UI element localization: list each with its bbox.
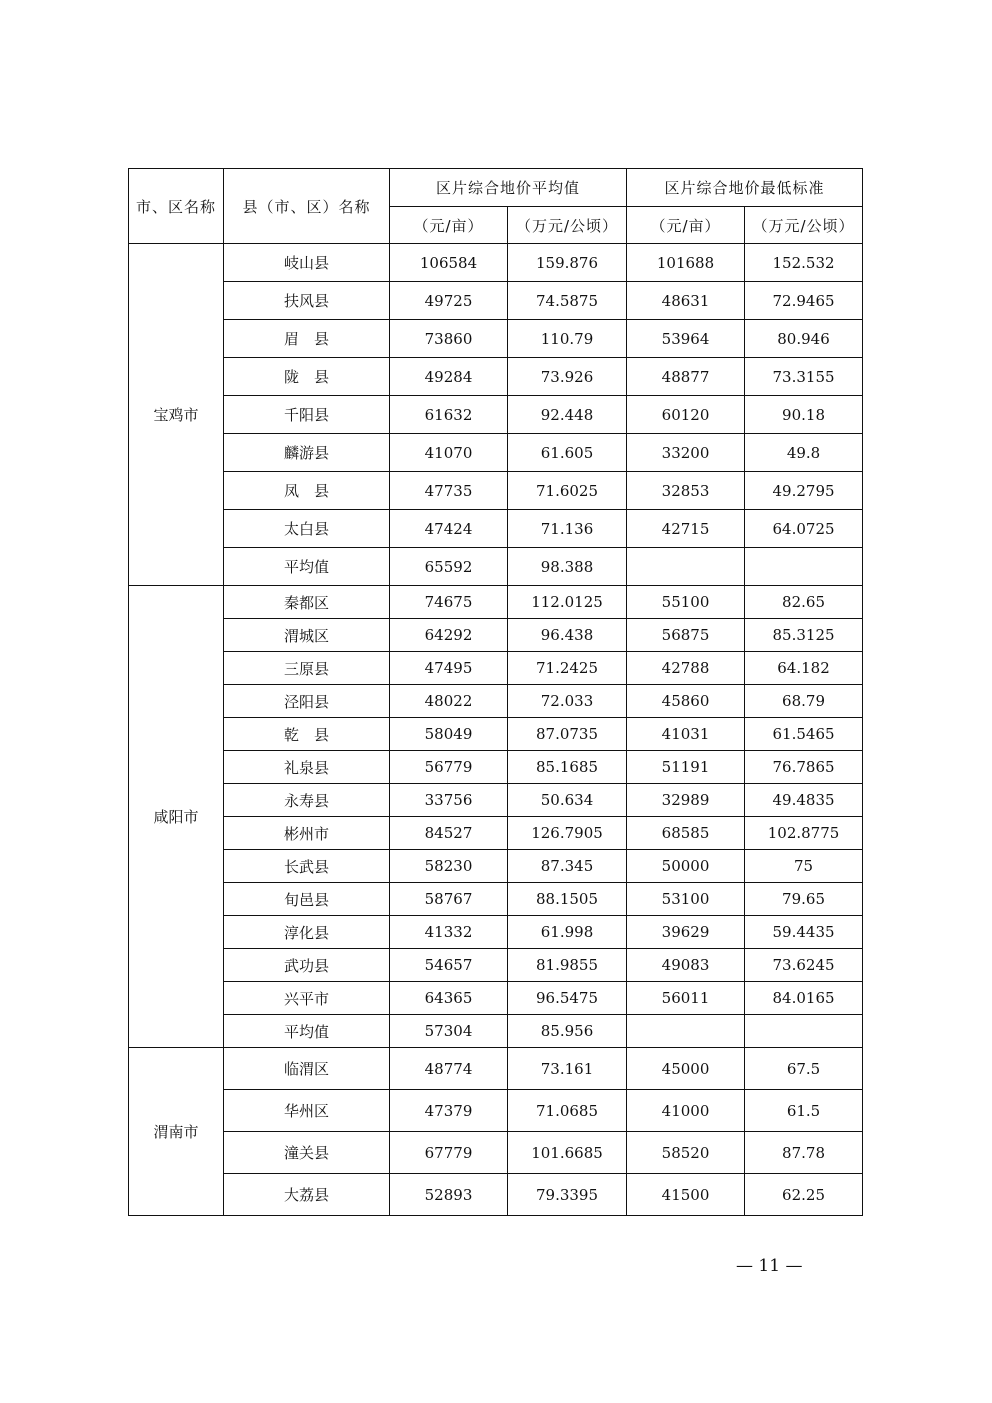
- value-cell-min-mu: 53100: [627, 883, 745, 916]
- value-cell-avg-mu: 73860: [390, 320, 508, 358]
- value-cell-min-ha: 102.8775: [745, 817, 863, 850]
- county-cell: 渭城区: [224, 619, 390, 652]
- value-cell-min-mu: 101688: [627, 244, 745, 282]
- value-cell-min-mu: 48631: [627, 282, 745, 320]
- value-cell-min-mu: 51191: [627, 751, 745, 784]
- table-row: [129, 982, 863, 1015]
- table-row: [129, 652, 863, 685]
- county-cell: 三原县: [224, 652, 390, 685]
- county-cell: 秦都区: [224, 586, 390, 619]
- county-cell: 旬邑县: [224, 883, 390, 916]
- value-cell-min-mu: 41031: [627, 718, 745, 751]
- value-cell-avg-mu: 58049: [390, 718, 508, 751]
- table-row: [129, 244, 863, 282]
- value-cell-avg-ha: 126.7905: [508, 817, 627, 850]
- value-cell-min-mu: 53964: [627, 320, 745, 358]
- table-body: [129, 244, 863, 1216]
- value-cell-min-ha: 75: [745, 850, 863, 883]
- table-row: [129, 1048, 863, 1090]
- value-cell-min-mu: 41500: [627, 1174, 745, 1216]
- value-cell-min-ha: 84.0165: [745, 982, 863, 1015]
- county-cell: 礼泉县: [224, 751, 390, 784]
- value-cell-avg-ha: 72.033: [508, 685, 627, 718]
- value-cell-avg-ha: 61.605: [508, 434, 627, 472]
- value-cell-avg-ha: 73.926: [508, 358, 627, 396]
- value-cell-avg-mu: 52893: [390, 1174, 508, 1216]
- county-cell: 平均值: [224, 548, 390, 586]
- value-cell-avg-mu: 48022: [390, 685, 508, 718]
- value-cell-min-mu: 32989: [627, 784, 745, 817]
- table-row: [129, 282, 863, 320]
- value-cell-min-mu: [627, 548, 745, 586]
- value-cell-min-mu: [627, 1015, 745, 1048]
- value-cell-min-ha: 64.0725: [745, 510, 863, 548]
- value-cell-avg-ha: 88.1505: [508, 883, 627, 916]
- value-cell-avg-mu: 49725: [390, 282, 508, 320]
- value-cell-avg-mu: 64365: [390, 982, 508, 1015]
- value-cell-avg-ha: 85.1685: [508, 751, 627, 784]
- county-cell: 平均值: [224, 1015, 390, 1048]
- value-cell-avg-ha: 73.161: [508, 1048, 627, 1090]
- value-cell-avg-ha: 87.0735: [508, 718, 627, 751]
- value-cell-avg-mu: 47735: [390, 472, 508, 510]
- value-cell-min-ha: 76.7865: [745, 751, 863, 784]
- table-row: [129, 1015, 863, 1048]
- county-cell: 眉 县: [224, 320, 390, 358]
- county-cell: 陇 县: [224, 358, 390, 396]
- county-cell: 永寿县: [224, 784, 390, 817]
- value-cell-avg-ha: 92.448: [508, 396, 627, 434]
- value-cell-avg-mu: 47379: [390, 1090, 508, 1132]
- value-cell-avg-ha: 98.388: [508, 548, 627, 586]
- value-cell-min-ha: 90.18: [745, 396, 863, 434]
- table-row: [129, 358, 863, 396]
- value-cell-avg-ha: 159.876: [508, 244, 627, 282]
- value-cell-avg-mu: 106584: [390, 244, 508, 282]
- table-row: [129, 1090, 863, 1132]
- table-row: [129, 396, 863, 434]
- value-cell-avg-ha: 79.3395: [508, 1174, 627, 1216]
- header-min-unit-mu: （元/亩）: [627, 207, 745, 244]
- value-cell-avg-ha: 71.2425: [508, 652, 627, 685]
- table-row: [129, 548, 863, 586]
- table-row: [129, 472, 863, 510]
- value-cell-avg-mu: 47424: [390, 510, 508, 548]
- value-cell-min-ha: 61.5: [745, 1090, 863, 1132]
- value-cell-avg-ha: 71.6025: [508, 472, 627, 510]
- value-cell-avg-mu: 64292: [390, 619, 508, 652]
- table-row: [129, 883, 863, 916]
- value-cell-avg-ha: 61.998: [508, 916, 627, 949]
- value-cell-min-ha: 49.8: [745, 434, 863, 472]
- value-cell-min-mu: 45000: [627, 1048, 745, 1090]
- value-cell-avg-mu: 61632: [390, 396, 508, 434]
- header-avg-unit-ha: （万元/公顷）: [508, 207, 627, 244]
- value-cell-min-ha: 64.182: [745, 652, 863, 685]
- county-cell: 临渭区: [224, 1048, 390, 1090]
- county-cell: 彬州市: [224, 817, 390, 850]
- county-cell: 千阳县: [224, 396, 390, 434]
- table-header: [129, 169, 863, 244]
- county-cell: 麟游县: [224, 434, 390, 472]
- value-cell-min-ha: 59.4435: [745, 916, 863, 949]
- value-cell-avg-mu: 56779: [390, 751, 508, 784]
- county-cell: 华州区: [224, 1090, 390, 1132]
- table-row: [129, 619, 863, 652]
- county-cell: 大荔县: [224, 1174, 390, 1216]
- city-cell: 渭南市: [129, 1048, 224, 1216]
- value-cell-avg-ha: 85.956: [508, 1015, 627, 1048]
- value-cell-min-ha: 87.78: [745, 1132, 863, 1174]
- value-cell-min-ha: 68.79: [745, 685, 863, 718]
- table-row: [129, 916, 863, 949]
- value-cell-min-ha: 82.65: [745, 586, 863, 619]
- value-cell-min-ha: 80.946: [745, 320, 863, 358]
- value-cell-min-mu: 48877: [627, 358, 745, 396]
- value-cell-min-mu: 42788: [627, 652, 745, 685]
- county-cell: 乾 县: [224, 718, 390, 751]
- value-cell-min-mu: 39629: [627, 916, 745, 949]
- value-cell-min-ha: 49.2795: [745, 472, 863, 510]
- value-cell-min-ha: 152.532: [745, 244, 863, 282]
- county-cell: 泾阳县: [224, 685, 390, 718]
- county-cell: 长武县: [224, 850, 390, 883]
- header-city: 市、区名称: [129, 169, 224, 244]
- value-cell-avg-ha: 71.136: [508, 510, 627, 548]
- table-row: [129, 1132, 863, 1174]
- header-min-group: 区片综合地价最低标准: [627, 169, 863, 207]
- page-number: — 11 —: [736, 1256, 803, 1276]
- value-cell-min-ha: [745, 1015, 863, 1048]
- city-cell: 咸阳市: [129, 586, 224, 1048]
- table-row: [129, 817, 863, 850]
- header-avg-group: 区片综合地价平均值: [390, 169, 627, 207]
- value-cell-min-mu: 50000: [627, 850, 745, 883]
- value-cell-min-ha: 79.65: [745, 883, 863, 916]
- value-cell-avg-ha: 87.345: [508, 850, 627, 883]
- value-cell-min-ha: 49.4835: [745, 784, 863, 817]
- value-cell-avg-mu: 33756: [390, 784, 508, 817]
- value-cell-min-mu: 56011: [627, 982, 745, 1015]
- value-cell-avg-ha: 96.5475: [508, 982, 627, 1015]
- value-cell-min-ha: [745, 548, 863, 586]
- value-cell-avg-mu: 41070: [390, 434, 508, 472]
- value-cell-avg-ha: 50.634: [508, 784, 627, 817]
- county-cell: 兴平市: [224, 982, 390, 1015]
- value-cell-avg-ha: 74.5875: [508, 282, 627, 320]
- table-row: [129, 510, 863, 548]
- value-cell-min-mu: 60120: [627, 396, 745, 434]
- value-cell-min-mu: 45860: [627, 685, 745, 718]
- value-cell-avg-mu: 49284: [390, 358, 508, 396]
- land-price-table: [128, 168, 863, 1216]
- value-cell-avg-ha: 96.438: [508, 619, 627, 652]
- value-cell-min-mu: 49083: [627, 949, 745, 982]
- value-cell-avg-ha: 101.6685: [508, 1132, 627, 1174]
- table-row: [129, 850, 863, 883]
- county-cell: 岐山县: [224, 244, 390, 282]
- table-row: [129, 685, 863, 718]
- value-cell-avg-ha: 81.9855: [508, 949, 627, 982]
- value-cell-avg-mu: 58230: [390, 850, 508, 883]
- value-cell-min-mu: 42715: [627, 510, 745, 548]
- value-cell-avg-mu: 84527: [390, 817, 508, 850]
- value-cell-min-mu: 32853: [627, 472, 745, 510]
- value-cell-avg-ha: 71.0685: [508, 1090, 627, 1132]
- value-cell-min-ha: 72.9465: [745, 282, 863, 320]
- value-cell-avg-ha: 110.79: [508, 320, 627, 358]
- table-row: [129, 751, 863, 784]
- value-cell-avg-mu: 54657: [390, 949, 508, 982]
- value-cell-avg-mu: 41332: [390, 916, 508, 949]
- value-cell-avg-mu: 67779: [390, 1132, 508, 1174]
- county-cell: 潼关县: [224, 1132, 390, 1174]
- value-cell-avg-mu: 65592: [390, 548, 508, 586]
- header-min-unit-ha: （万元/公顷）: [745, 207, 863, 244]
- value-cell-avg-mu: 74675: [390, 586, 508, 619]
- value-cell-min-mu: 41000: [627, 1090, 745, 1132]
- value-cell-avg-mu: 58767: [390, 883, 508, 916]
- county-cell: 武功县: [224, 949, 390, 982]
- county-cell: 淳化县: [224, 916, 390, 949]
- value-cell-avg-mu: 48774: [390, 1048, 508, 1090]
- value-cell-min-mu: 58520: [627, 1132, 745, 1174]
- county-cell: 凤 县: [224, 472, 390, 510]
- value-cell-min-ha: 73.6245: [745, 949, 863, 982]
- value-cell-min-ha: 85.3125: [745, 619, 863, 652]
- table-row: [129, 586, 863, 619]
- value-cell-min-mu: 55100: [627, 586, 745, 619]
- value-cell-min-ha: 73.3155: [745, 358, 863, 396]
- value-cell-min-ha: 62.25: [745, 1174, 863, 1216]
- value-cell-min-ha: 67.5: [745, 1048, 863, 1090]
- value-cell-min-ha: 61.5465: [745, 718, 863, 751]
- table-row: [129, 784, 863, 817]
- value-cell-avg-mu: 47495: [390, 652, 508, 685]
- value-cell-min-mu: 33200: [627, 434, 745, 472]
- table-row: [129, 718, 863, 751]
- header-county: 县（市、区）名称: [224, 169, 390, 244]
- county-cell: 太白县: [224, 510, 390, 548]
- county-cell: 扶风县: [224, 282, 390, 320]
- value-cell-min-mu: 56875: [627, 619, 745, 652]
- table-row: [129, 949, 863, 982]
- table-row: [129, 1174, 863, 1216]
- value-cell-min-mu: 68585: [627, 817, 745, 850]
- header-avg-unit-mu: （元/亩）: [390, 207, 508, 244]
- table-row: [129, 434, 863, 472]
- table-row: [129, 320, 863, 358]
- value-cell-avg-ha: 112.0125: [508, 586, 627, 619]
- value-cell-avg-mu: 57304: [390, 1015, 508, 1048]
- city-cell: 宝鸡市: [129, 244, 224, 586]
